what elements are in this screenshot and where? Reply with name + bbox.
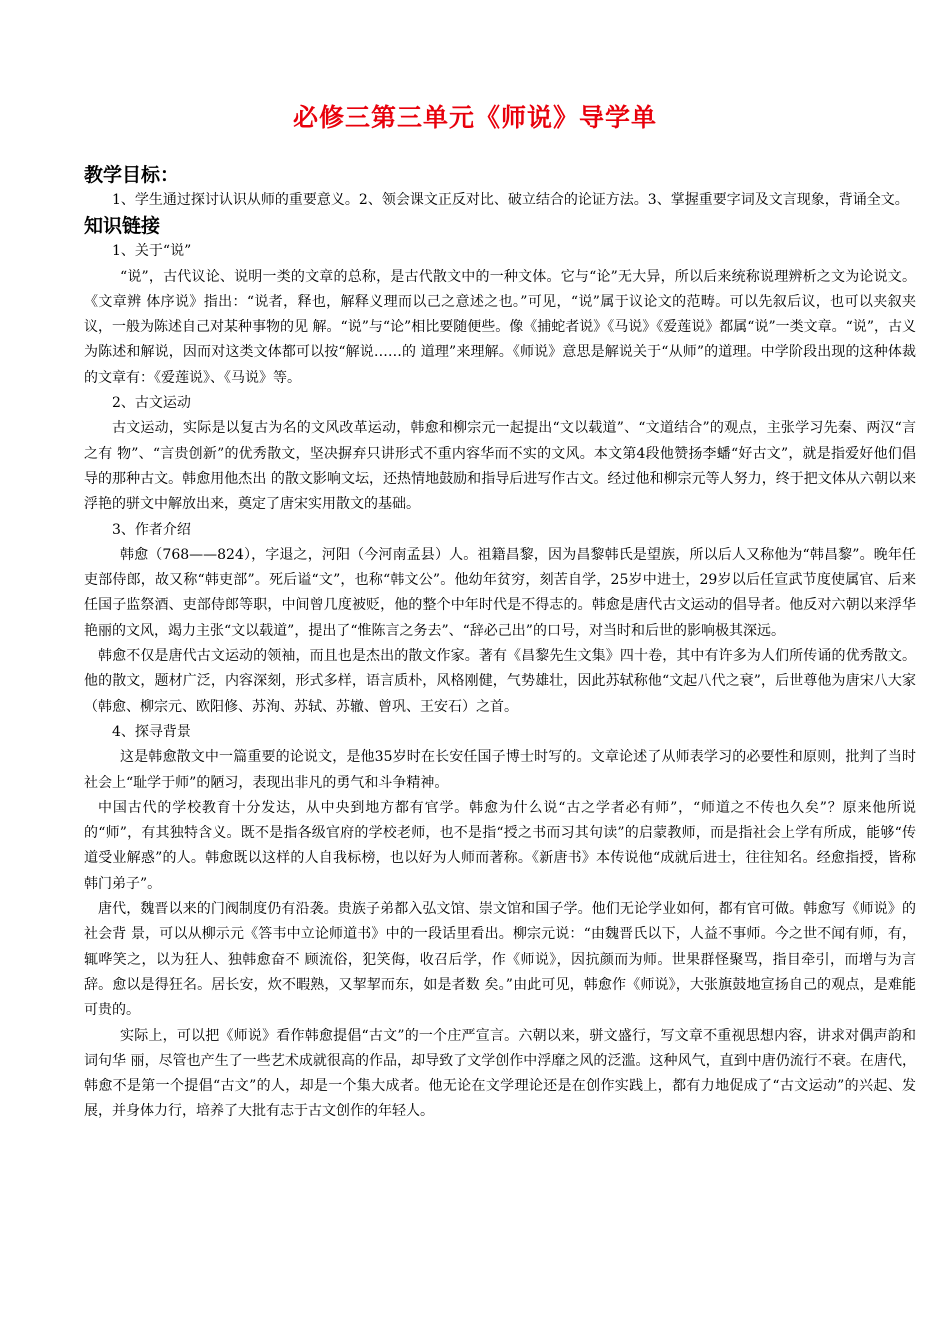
section-2-title: 2、古文运动	[112, 395, 191, 412]
links-heading: 知识链接	[84, 215, 161, 238]
section-4-paragraph-1: 这是韩愈散文中一篇重要的论说文，是他35岁时在长安任国子博士时写的。文章论述了从师表学习的必要性和原则，批判了当时社会上“耻学于师”的陋习，表现出非凡的勇气和斗争精神。	[84, 749, 916, 791]
document-body	[84, 162, 916, 1125]
section-2-paragraph: 古文运动，实际是以复古为名的文风改革运动，韩愈和柳宗元一起提出“文以载道”、“文道结合”的观点，主张学习先秦、两汉“言之有 物”、“言贵创新”的优秀散文，坚决摒弃只讲形式不重内容华而不实的文风。本文第4段他赞扬李蟠“好古文”，就是指爱好他们倡导的那种古文。韩愈用他杰出 的散文影响文坛，还热情地鼓励和指导后进写作古文。经过他和柳宗元等人努力，终于把文体从六朝以来浮艳的骈文中解放出来，奠定了唐宋实用散文的基础。	[84, 420, 916, 513]
goals-paragraph: 1、学生通过探讨认识从师的重要意义。2、领会课文正反对比、破立结合的论证方法。3、掌握重要字词及文言现象，背诵全文。	[112, 192, 909, 208]
section-4-paragraph-2: 中国古代的学校教育十分发达，从中央到地方都有官学。韩愈为什么说“古之学者必有师”，“师道之不传也久矣”？原来他所说的“师”，有其独特含义。既不是指各级官府的学校老师，也不是指“授之书而习其句读”的启蒙教师，而是指社会上学有所成，能够“传道受业解惑”的人。韩愈既以这样的人自我标榜，也以好为人师而著称。《新唐书》本传说他“成就后进士，往往知名。经愈指授，皆称韩门弟子”。	[84, 799, 916, 892]
section-3-paragraph-2: 韩愈不仅是唐代古文运动的领袖，而且也是杰出的散文作家。著有《昌黎先生文集》四十卷，其中有许多为人们所传诵的优秀散文。他的散文，题材广泛，内容深刻，形式多样，语言质朴，风格刚健，气势雄壮，因此苏轼称他“文起八代之衰”，后世尊他为唐宋八大家（韩愈、柳宗元、欧阳修、苏洵、苏轼、苏辙、曾巩、王安石）之首。	[84, 648, 916, 715]
section-4-paragraph-4: 实际上，可以把《师说》看作韩愈提倡“古文”的一个庄严宣言。六朝以来，骈文盛行，写文章不重视思想内容，讲求对偶声韵和词句华 丽，尽管也产生了一些艺术成就很高的作品，却导致了文学创作中浮靡之风的泛滥。这种风气，直到中唐仍流行不衰。在唐代，韩愈不是第一个提倡“古文”的人，却是一个集大成者。他无论在文学理论还是在创作实践上，都有力地促成了“古文运动”的兴起、发展，并身体力行，培养了大批有志于古文创作的年轻人。	[84, 1027, 916, 1120]
section-4-paragraph-3: 唐代，魏晋以来的门阀制度仍有沿袭。贵族子弟都入弘文馆、崇文馆和国子学。他们无论学业如何，都有官可做。韩愈写《师说》的社会背 景，可以从柳示元《答韦中立论师道书》中的一段话里看出。柳宗元说：“由魏晋氏以下，人益不事师。今之世不闻有师，有，辄哗笑之，以为狂人、独韩愈奋不 顾流俗，犯笑侮，收召后学，作《师说》，因抗颜而为师。世果群怪聚骂，指目牵引，而增与为言辞。愈以是得狂名。居长安，炊不暇熟，又挈挈而东，如是者数 矣。”由此可见，韩愈作《师说》，大张旗鼓地宣扬自己的观点，是难能可贵的。	[84, 901, 916, 1019]
section-1-paragraph: “说”，古代议论、说明一类的文章的总称，是古代散文中的一种文体。它与“论”无大异，所以后来统称说理辨析之文为论说文。《文章辨 体序说》指出：“说者，释也，解释义理而以己之意述之也。”可见，“说”属于议论文的范畴。可以先叙后议，也可以夹叙夹议，一般为陈述自己对某种事物的见 解。“说”与“论”相比要随便些。像《捕蛇者说》《马说》《爱莲说》都属“说”一类文章。“说”，古义为陈述和解说，因而对这类文体都可以按“解说……的 道理”来理解。《师说》意思是解说关于“从师”的道理。中学阶段出现的这种体裁的文章有：《爱莲说》、《马说》等。	[84, 268, 916, 386]
goals-heading: 教学目标：	[84, 164, 180, 186]
section-1-title: 1、关于“说”	[112, 243, 192, 260]
section-3-paragraph-1: 韩愈（768——824），字退之，河阳（今河南孟县）人。祖籍昌黎，因为昌黎韩氏是望族，所以后人又称他为“韩昌黎”。晚年任吏部侍郎，故又称“韩吏部”。死后谥“文”，也称“韩文公”。他幼年贫穷，刻苦自学，25岁中进士，29岁以后任宣武节度使属官、后来任国子监祭酒、吏部侍郎等职，中间曾几度被贬，他的整个中年时代是不得志的。韩愈是唐代古文运动的倡导者。他反对六朝以来浮华艳丽的文风，竭力主张“文以载道”，提出了“惟陈言之务去”、“辞必己出”的口号，对当时和后世的影响极其深远。	[84, 546, 916, 639]
document-title: 必修三第三单元《师说》导学单	[292, 103, 657, 132]
section-3-title: 3、作者介绍	[112, 521, 191, 538]
section-4-title: 4、探寻背景	[112, 723, 191, 740]
